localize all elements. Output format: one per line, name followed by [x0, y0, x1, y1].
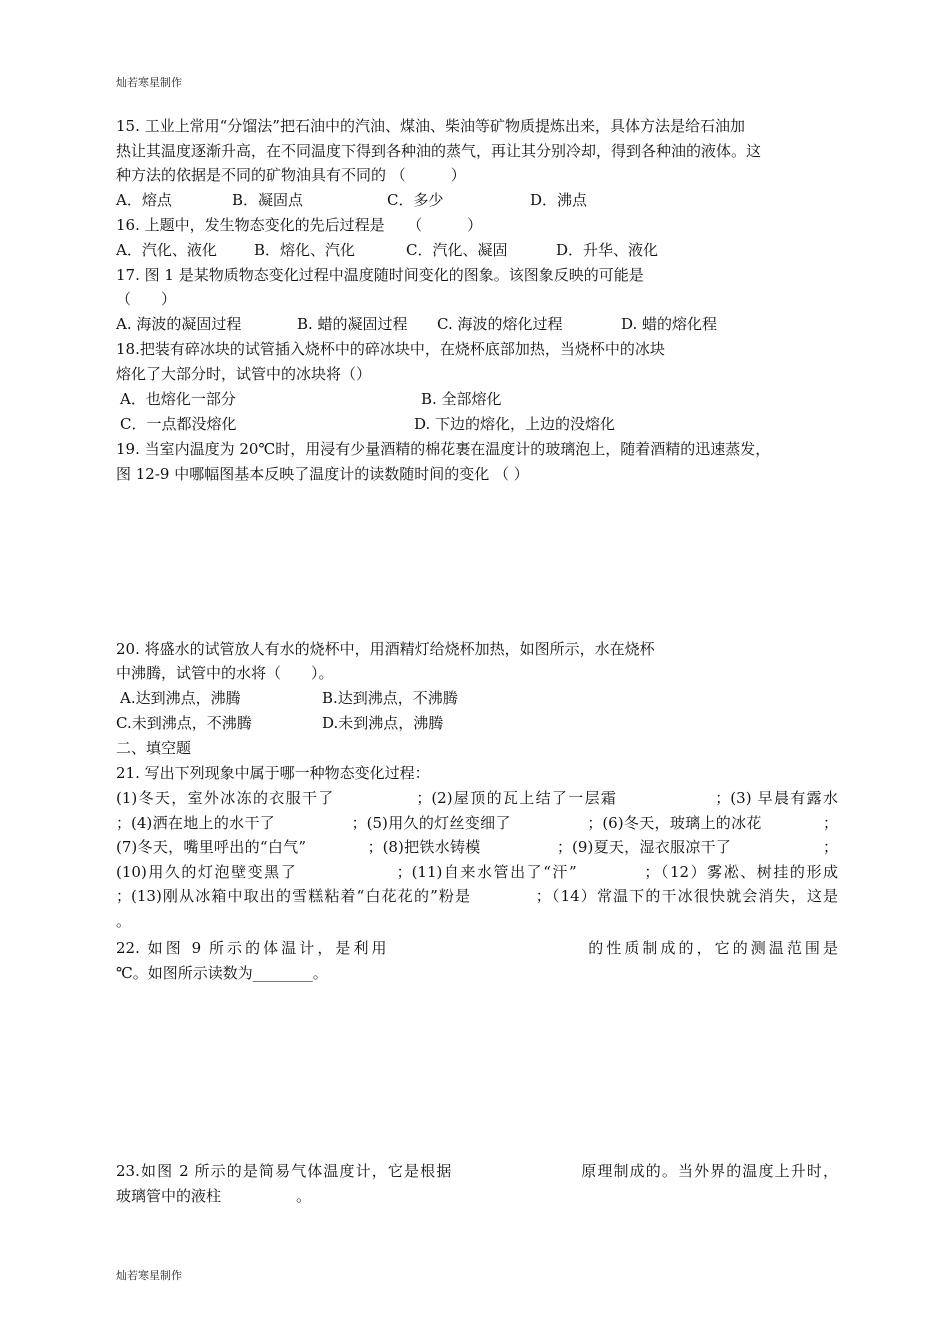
q18-line-2: 熔化了大部分时，试管中的冰块将（）	[116, 365, 372, 383]
q20-option-b: B.达到沸点，不沸腾	[322, 689, 458, 707]
q23-line-2: 玻璃管中的液柱 。	[116, 1187, 312, 1205]
q18-option-a: A．也熔化一部分	[120, 390, 236, 408]
q22-line-1: 22. 如图 9 所示的体温计，是利用 的性质制成的，它的测温范围是	[116, 939, 838, 957]
q15-option-c: C．多少	[387, 191, 444, 209]
q16-line-1: 16. 上题中，发生物态变化的先后过程是 （ ）	[116, 216, 483, 234]
q18-line-1: 18.把装有碎冰块的试管插入烧杯中的碎冰块中，在烧杯底部加热，当烧杯中的冰块	[116, 340, 665, 358]
q15-option-a: A．熔点	[116, 191, 172, 209]
q16-option-c: C．汽化、凝固	[406, 241, 508, 259]
q21-line-1: 21. 写出下列现象中属于哪一种物态变化过程：	[116, 764, 430, 782]
q20-option-c: C.未到沸点，不沸腾	[116, 714, 252, 732]
q15-line-3: 种方法的依据是不同的矿物油具有不同的 （ ）	[116, 166, 466, 184]
q17-option-c: C. 海波的熔化过程	[437, 315, 563, 333]
q18-option-b: B. 全部熔化	[421, 390, 502, 408]
q15-option-d: D．沸点	[530, 191, 588, 209]
page-footer: 灿若寒星制作	[116, 1269, 182, 1282]
q19-line-2: 图 12-9 中哪幅图基本反映了温度计的读数随时间的变化 （ ）	[116, 465, 529, 483]
q17-option-a: A. 海波的凝固过程	[116, 315, 242, 333]
q18-option-c: C．一点都没熔化	[120, 415, 237, 433]
q15-line-1: 15. 工业上常用“分馏法”把石油中的汽油、煤油、柴油等矿物质提炼出来，具体方法是给石油加	[116, 117, 745, 135]
q19-line-1: 19. 当室内温度为 20℃时，用浸有少量酒精的棉花裹在温度计的玻璃泡上，随着酒精的迅速蒸发，	[116, 440, 771, 458]
q16-option-d: D．升华、液化	[556, 241, 659, 259]
q20-line-2: 中沸腾，试管中的水将（ ）。	[116, 664, 334, 682]
q17-option-d: D. 蜡的熔化程	[621, 315, 718, 333]
q20-option-d: D.未到沸点，沸腾	[322, 714, 444, 732]
q23-line-1: 23.如图 2 所示的是简易气体温度计，它是根据 原理制成的。当外界的温度上升时，	[116, 1162, 838, 1180]
q18-option-d: D. 下边的熔化，上边的没熔化	[414, 415, 616, 433]
q22-line-2: ℃。如图所示读数为________。	[116, 964, 328, 982]
q16-option-a: A．汽化、液化	[116, 241, 217, 259]
q15-option-b: B．凝固点	[232, 191, 304, 209]
page-header: 灿若寒星制作	[116, 76, 182, 89]
q17-line-2: （ ）	[116, 290, 177, 308]
q16-option-b: B．熔化、汽化	[254, 241, 356, 259]
q15-line-2: 热让其温度逐渐升高，在不同温度下得到各种油的蒸气，再让其分别冷却，得到各种油的液体。这	[116, 142, 762, 160]
section-fill-in-title: 二、填空题	[116, 739, 192, 757]
q20-option-a: A.达到沸点，沸腾	[120, 689, 241, 707]
q20-line-1: 20. 将盛水的试管放人有水的烧杯中，用酒精灯给烧杯加热，如图所示，水在烧杯	[116, 640, 655, 658]
q21-body: (1)冬天，室外冰冻的衣服干了 ；(2)屋顶的瓦上结了一层霜 ；(3) 早晨有露水 ；(4)洒在地上的水干了 ；(5)用久的灯丝变细了 ；(6)冬天，玻璃上的冰花 ；(7)冬天，嘴里呼出的“白气” ；(8)把铁水铸模 ；(9)夏天，湿衣服凉干了 ；(10)用久的灯泡壁变黑了 ；(11)自来水管出了“汗” ；（12）雾凇、树挂的形成 ；(13)刚从冰箱中取出的雪糕粘着“白花花的”粉是 ；（14）常温下的干冰很快就会消失，这是 。	[116, 789, 929, 930]
q17-line-1: 17. 图 1 是某物质物态变化过程中温度随时间变化的图象。该图象反映的可能是	[116, 266, 644, 284]
q17-option-b: B. 蜡的凝固过程	[297, 315, 408, 333]
